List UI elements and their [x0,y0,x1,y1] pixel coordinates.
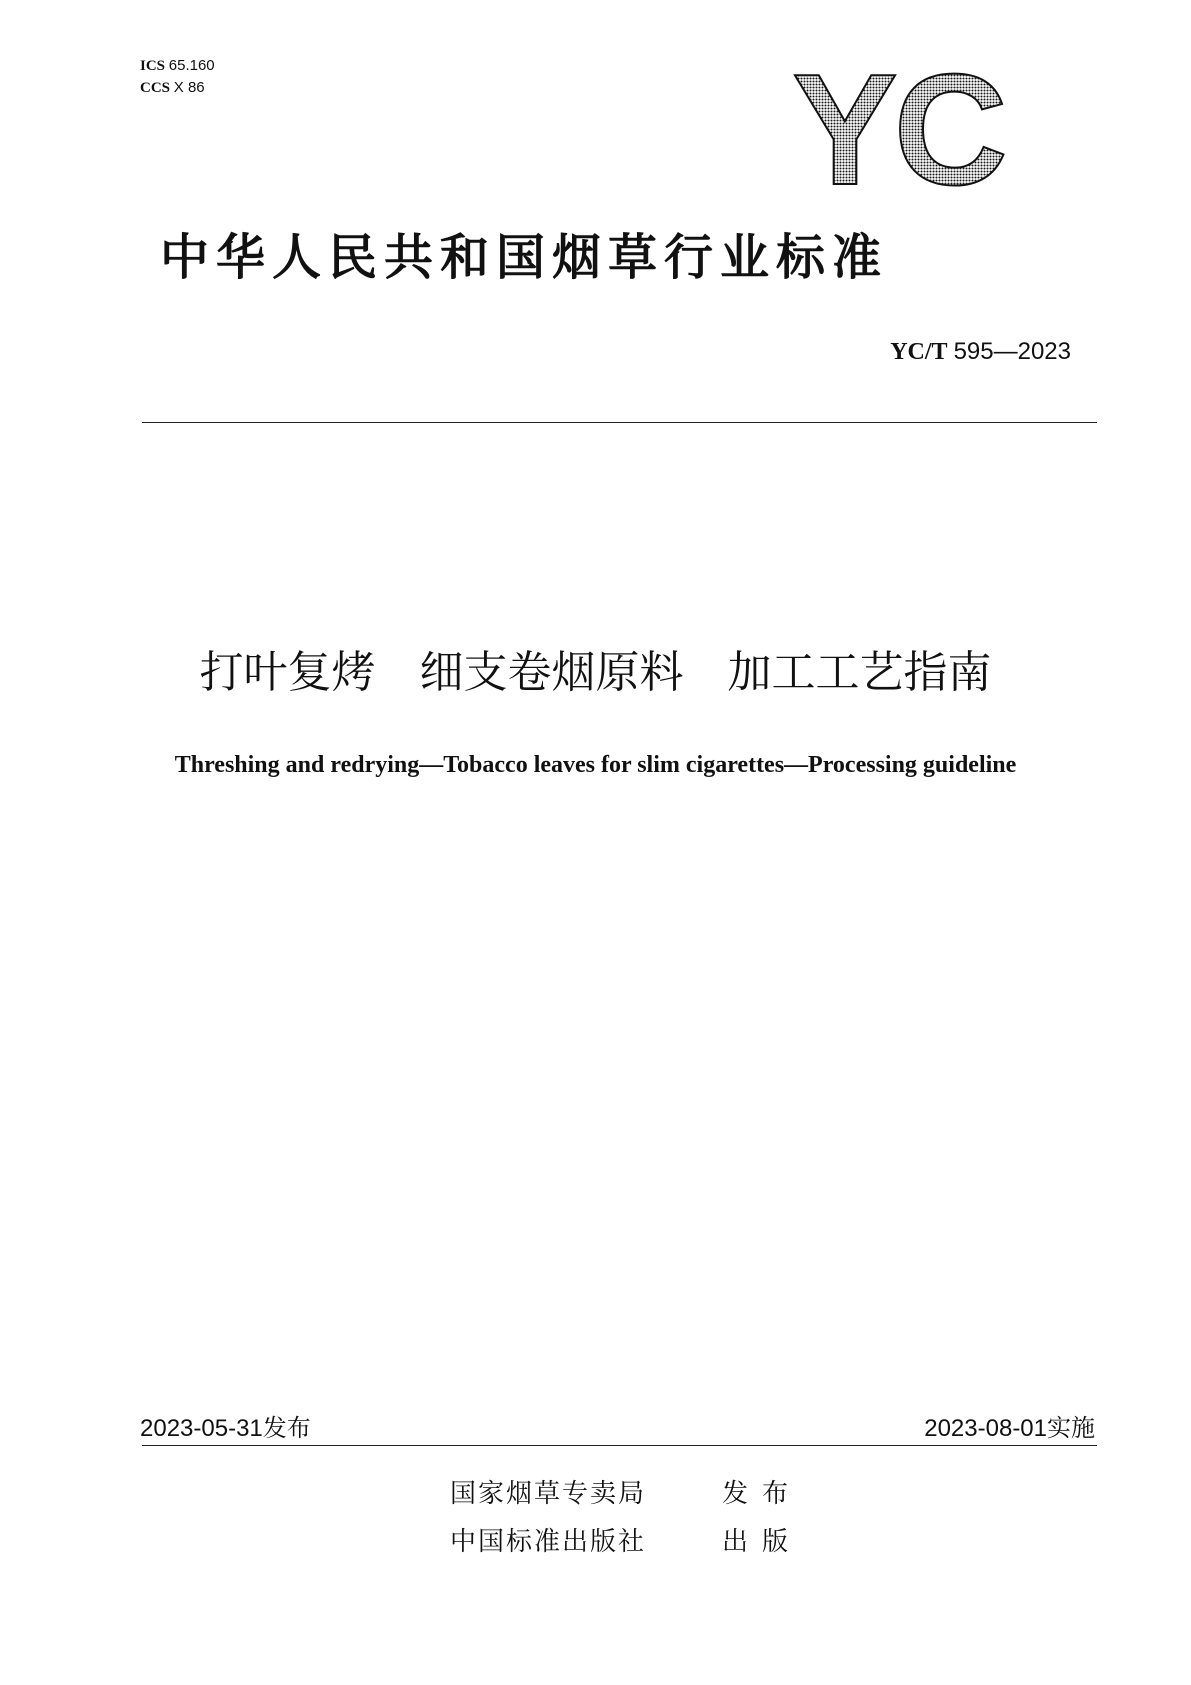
press-row [450,1525,802,1559]
ics-label: ICS [140,58,166,74]
ccs-label: CCS [140,80,171,96]
ccs-line [140,77,215,99]
issue-date-label: 发布 [262,1414,311,1442]
ics-value: 65.160 [168,57,215,74]
standard-code: 595—2023 [953,338,1071,365]
standard-prefix: YC/T [890,339,948,365]
press-role: 出版 [722,1527,803,1557]
yc-logo-text: YC [792,62,1004,194]
issue-date [140,1408,311,1443]
publisher-row [450,1477,802,1511]
issuing-body-title: 中华人民共和国烟草行业标准 [160,229,889,286]
press-name: 中国标准出版社 [450,1527,647,1557]
publisher-role: 发布 [722,1479,803,1509]
implementation-date-value: 2023-08-01 [924,1415,1047,1442]
publisher-name: 国家烟草专卖局 [450,1479,647,1509]
bottom-divider [142,1445,1097,1446]
ics-line [140,55,215,77]
chinese-title: 打叶复烤 细支卷烟原料 加工工艺指南 [199,647,992,698]
issue-date-value: 2023-05-31 [140,1415,263,1442]
english-title: Threshing and redrying—Tobacco leaves for slim cigarettes—Processing guideline [174,752,1017,778]
classification-codes [140,55,215,99]
standard-number [890,338,1071,366]
yc-logo [782,62,1014,194]
ccs-value: X 86 [173,79,205,96]
implementation-date [924,1408,1095,1443]
top-divider [142,422,1097,423]
implementation-date-label: 实施 [1047,1414,1095,1442]
